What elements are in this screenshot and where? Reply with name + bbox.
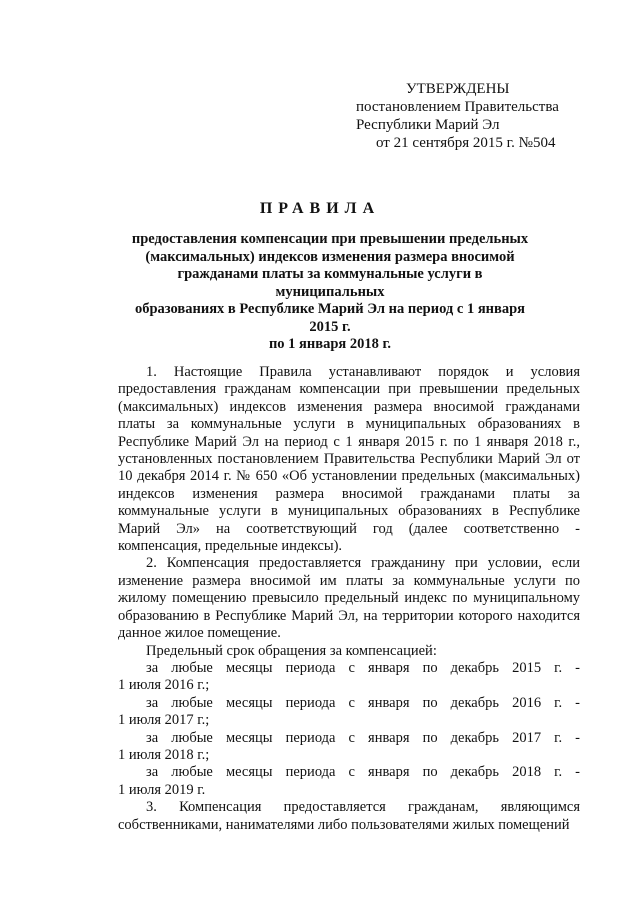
- document-body: [118, 364, 580, 834]
- approval-line-2: Республики Марий Эл: [356, 117, 500, 133]
- paragraph-3: 3. Компенсация предоставляется гражданам, являющимся собственниками, нанимателями либо пользователями жилых помещений: [118, 799, 580, 833]
- approval-line-1: постановлением Правительства: [356, 99, 559, 115]
- deadline-item: [118, 660, 580, 695]
- deadline-item: [118, 695, 580, 730]
- subtitle-line: образованиях в Республике Марий Эл на период с 1 января 2015 г.: [134, 301, 526, 335]
- subtitle-line: (максимальных) индексов изменения размера вносимой: [145, 248, 515, 265]
- document-subtitle: [128, 231, 532, 354]
- document-title: ПРАВИЛА: [259, 200, 381, 217]
- deadline-item-period: за любые месяцы периода с января по декабрь 2015 г. -: [146, 659, 580, 676]
- deadline-item-date: 1 июля 2018 г.;: [118, 746, 210, 763]
- approval-block: [356, 80, 616, 152]
- subtitle-line: предоставления компенсации при превышении предельных: [131, 231, 529, 247]
- paragraph-2: 2. Компенсация предоставляется гражданину при условии, если изменение размера вносимой им платы за коммунальные услуги по жилому помещению превысило предельный индекс по муниципальному образованию в Республике Марий Эл, на территории которого находится данное жилое помещение.: [118, 555, 580, 642]
- deadline-item-date: 1 июля 2019 г.: [118, 781, 206, 798]
- deadline-item: [118, 764, 580, 799]
- deadline-item: [118, 730, 580, 765]
- deadline-item-date: 1 июля 2017 г.;: [118, 712, 210, 729]
- subtitle-line: по 1 января 2018 г.: [268, 336, 392, 352]
- deadline-item-date: 1 июля 2016 г.;: [118, 677, 210, 694]
- deadline-item-period: за любые месяцы периода с января по декабрь 2018 г. -: [146, 764, 580, 781]
- deadline-item-period: за любые месяцы периода с января по декабрь 2017 г. -: [146, 729, 580, 746]
- approval-date: от 21 сентября 2015 г. №504: [376, 135, 556, 151]
- deadline-item-period: за любые месяцы периода с января по декабрь 2016 г. -: [146, 694, 580, 711]
- paragraph-1: 1. Настоящие Правила устанавливают порядок и условия предоставления гражданам компенсации при превышении предельных (максимальных) индексов изменения размера вносимой гражданами платы за коммунальные услуги в муниципальных образованиях в Республике Марий Эл на период с 1 января 2015 г. по 1 января 2018 г., установленных постановлением Правительства Республики Марий Эл от 10 декабря 2014 г. № 650 «Об установлении предельных (максимальных) индексов изменения размера вносимой гражданами платы за коммунальные услуги в муниципальных образованиях в Республике Марий Эл» на соответствующий год (далее соответственно - компенсация, предельные индексы).: [118, 364, 580, 555]
- subtitle-line: гражданами платы за коммунальные услуги в муниципальных: [177, 266, 483, 300]
- paragraph-deadline-intro: Предельный срок обращения за компенсацией:: [146, 642, 437, 659]
- approval-heading: УТВЕРЖДЕНЫ: [406, 81, 510, 97]
